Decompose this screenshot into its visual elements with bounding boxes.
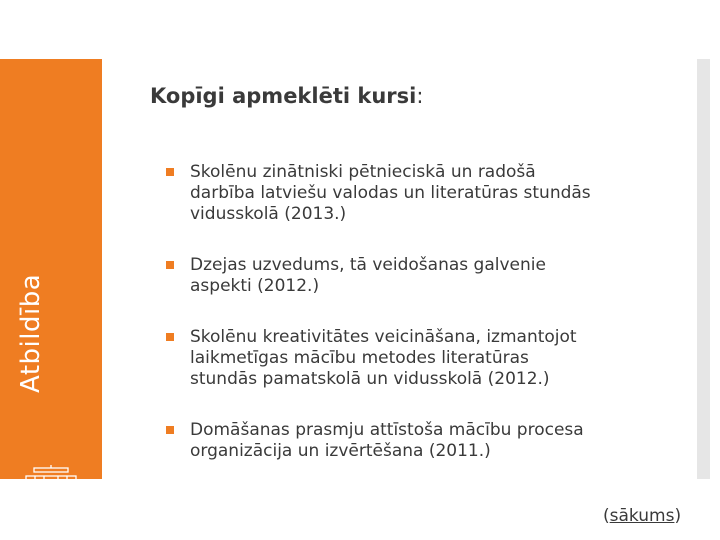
list-item-text: Dzejas uzvedums, tā veidošanas galvenie aspekti (2012.): [190, 255, 546, 296]
list-item-text: Skolēnu zinātniski pētnieciskā un radošā darbība latviešu valodas un literatūras stundās vidusskolā (2013.): [190, 162, 591, 224]
page-title-text: Kopīgi apmeklēti kursi: [150, 84, 417, 108]
list-item-text: Domāšanas prasmju attīstoša mācību procesa organizācija un izvērtēšana (2011.): [190, 420, 584, 461]
sidebar-band: [0, 59, 102, 479]
page-title: [150, 84, 423, 108]
home-link[interactable]: sākums: [609, 506, 675, 526]
bullet-square-icon: [166, 333, 174, 341]
list-item: [166, 327, 686, 390]
school-logo-icon: [22, 464, 80, 524]
list-item: [166, 255, 686, 297]
bullet-square-icon: [166, 168, 174, 176]
list-item: [166, 162, 686, 225]
close-paren: ): [674, 506, 682, 526]
bullet-square-icon: [166, 261, 174, 269]
bullet-square-icon: [166, 426, 174, 434]
right-decor-bar: [697, 59, 710, 479]
list-item: [166, 420, 686, 462]
open-paren: (: [603, 506, 610, 526]
list-item-text: Skolēnu kreativitātes veicināšana, izmantojot laikmetīgas mācību metodes literatūras stundās pamatskolā un vidusskolā (2012.): [190, 327, 577, 389]
page-title-colon: :: [416, 84, 424, 108]
home-link-wrapper: [603, 506, 681, 526]
sidebar-title: Atbildība: [16, 273, 46, 393]
course-list: [166, 162, 686, 462]
